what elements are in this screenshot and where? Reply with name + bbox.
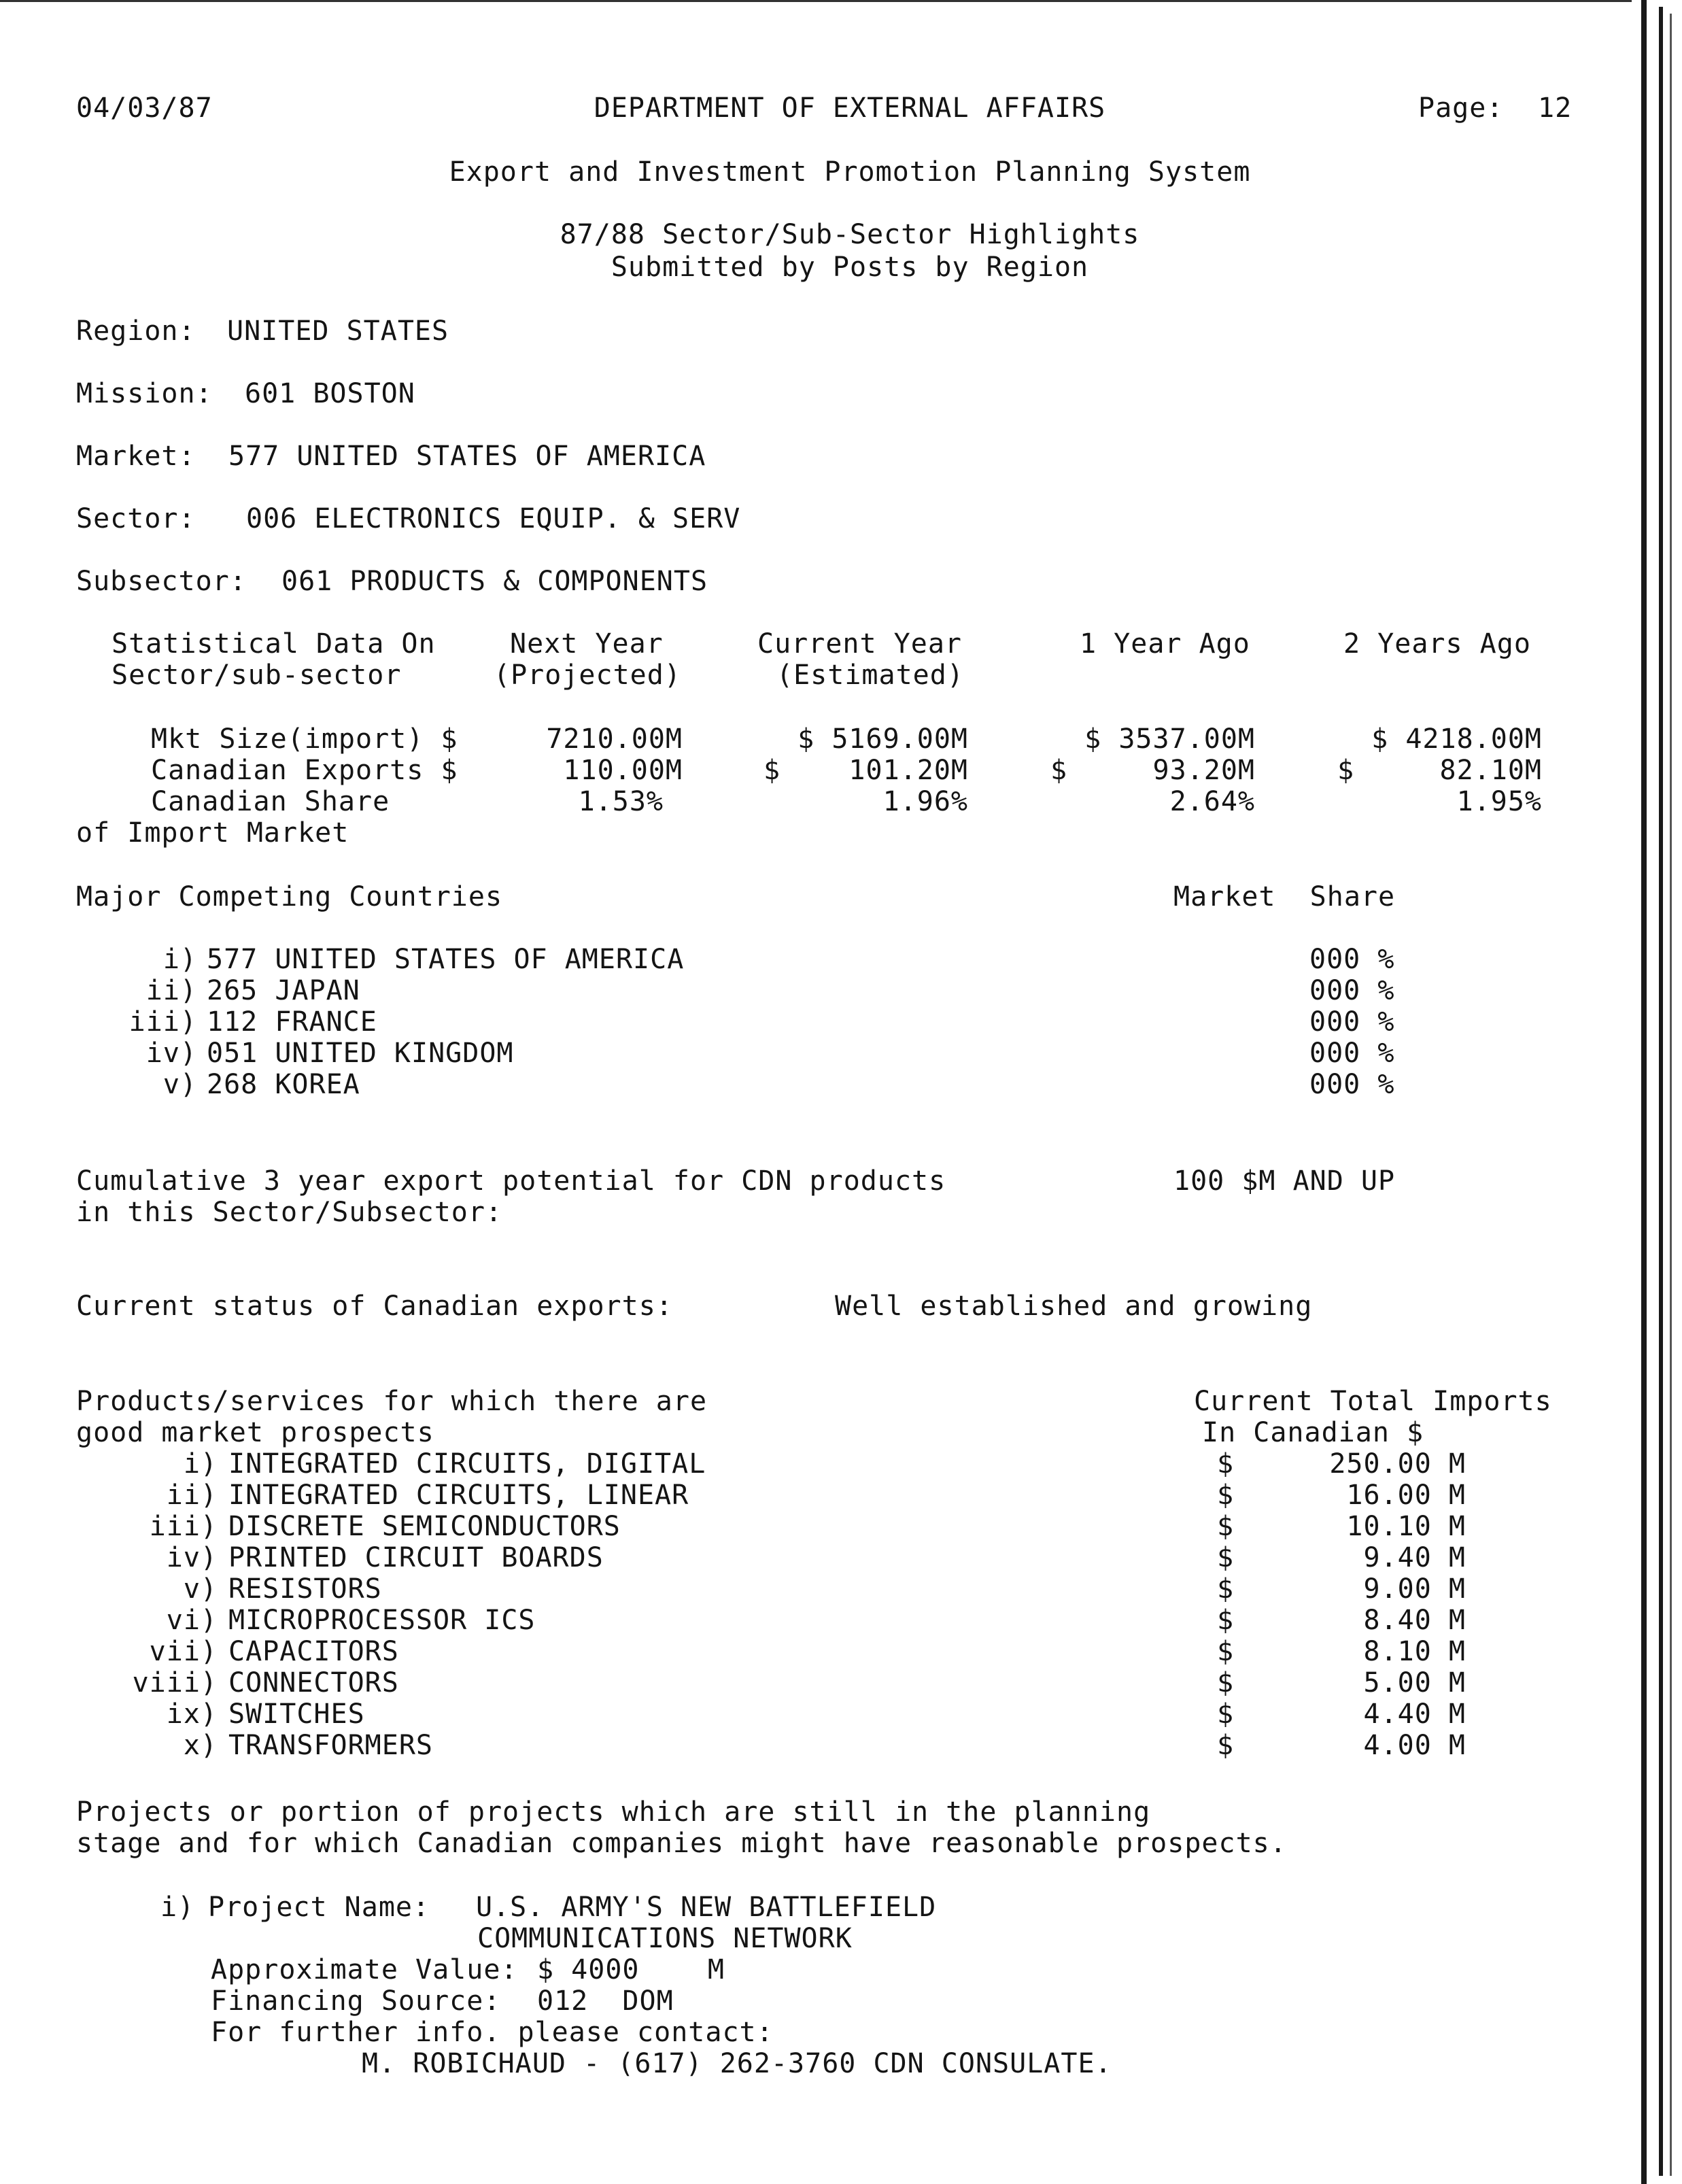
stats-cell: $ 93.20M [1050, 755, 1255, 786]
financing-value: 012 DOM [537, 1985, 674, 2017]
product-name: INTEGRATED CIRCUITS, LINEAR [228, 1480, 689, 1511]
stats-cell: 110.00M [563, 755, 683, 786]
product-value: 250.00 M [1329, 1448, 1466, 1480]
product-currency: $ [1217, 1699, 1235, 1730]
product-name: TRANSFORMERS [228, 1730, 433, 1761]
project-value-label: Approximate Value: [211, 1954, 518, 1985]
imports-heading: Current Total Imports [1194, 1386, 1552, 1417]
contact-label: For further info. please contact: [211, 2017, 774, 2048]
project-number: i) [160, 1892, 195, 1923]
subsector-label: Subsector: [76, 566, 247, 597]
contact-value: M. ROBICHAUD - (617) 262-3760 CDN CONSULATE. [362, 2048, 1112, 2079]
product-value: 9.00 M [1363, 1573, 1466, 1605]
imports-heading: In Canadian $ [1202, 1417, 1424, 1448]
product-name: RESISTORS [228, 1573, 382, 1605]
product-currency: $ [1217, 1573, 1235, 1605]
product-currency: $ [1217, 1667, 1235, 1699]
stats-cell: $ 5169.00M [797, 723, 968, 755]
potential-label: Cumulative 3 year export potential for CDN products [76, 1165, 946, 1197]
stats-share-suffix: of Import Market [76, 817, 349, 849]
stats-cell: $ 82.10M [1337, 755, 1542, 786]
project-name-continued: COMMUNICATIONS NETWORK [477, 1923, 853, 1954]
project-value: $ 4000 M [537, 1954, 725, 1985]
product-number: x) [183, 1730, 218, 1761]
status-value: Well established and growing [835, 1291, 1313, 1322]
report-subtitle: Submitted by Posts by Region [611, 252, 1089, 283]
product-name: DISCRETE SEMICONDUCTORS [228, 1511, 621, 1542]
region-label: Region: [76, 315, 196, 347]
competitor-number: i) [162, 944, 197, 975]
product-number: viii) [132, 1667, 218, 1699]
product-number: i) [183, 1448, 218, 1480]
product-name: PRINTED CIRCUIT BOARDS [228, 1542, 604, 1573]
product-number: ix) [166, 1699, 218, 1730]
product-value: 8.40 M [1363, 1605, 1466, 1636]
sector-label: Sector: [76, 503, 196, 534]
product-currency: $ [1217, 1542, 1235, 1573]
system-title: Export and Investment Promotion Planning System [449, 156, 1251, 188]
market-label: Market: [76, 441, 196, 472]
report-title: 87/88 Sector/Sub-Sector Highlights [560, 219, 1140, 250]
competitor-share: 000 % [1309, 1069, 1395, 1100]
department-name: DEPARTMENT OF EXTERNAL AFFAIRS [594, 92, 1106, 124]
page-number: 12 [1538, 92, 1573, 124]
project-name-label: Project Name: [208, 1892, 430, 1923]
competitor-share: 000 % [1309, 1006, 1395, 1038]
stats-cell: 7210.00M [546, 723, 683, 755]
competitor-number: v) [162, 1069, 197, 1100]
competitor-share: 000 % [1309, 975, 1395, 1006]
stats-cell: 1.96% [882, 786, 968, 817]
stats-cell: $ 4218.00M [1371, 723, 1542, 755]
status-label: Current status of Canadian exports: [76, 1291, 673, 1322]
product-value: 8.10 M [1363, 1636, 1466, 1667]
competitor-name: 268 KOREA [207, 1069, 360, 1100]
product-number: vii) [149, 1636, 218, 1667]
market-share-heading: Market Share [1173, 881, 1396, 912]
stats-row-label: Canadian Share [151, 786, 390, 817]
potential-label: in this Sector/Subsector: [76, 1197, 503, 1228]
competitor-share: 000 % [1309, 1038, 1395, 1069]
product-number: v) [183, 1573, 218, 1605]
stats-column-heading: 1 Year Ago [1080, 628, 1250, 660]
stats-cell: $ 101.20M [763, 755, 968, 786]
product-value: 10.10 M [1346, 1511, 1466, 1542]
mission-label: Mission: [76, 378, 213, 409]
product-number: iv) [166, 1542, 218, 1573]
product-value: 4.00 M [1363, 1730, 1466, 1761]
product-currency: $ [1217, 1605, 1235, 1636]
product-value: 16.00 M [1346, 1480, 1466, 1511]
competitor-number: iv) [145, 1038, 197, 1069]
stats-column-heading: Current Year [757, 628, 962, 660]
page-label: Page: [1418, 92, 1504, 124]
competitor-number: iii) [128, 1006, 197, 1038]
product-currency: $ [1217, 1511, 1235, 1542]
products-heading: Products/services for which there are [76, 1386, 708, 1417]
stats-row-heading: Statistical Data On [111, 628, 436, 660]
stats-cell: 1.53% [578, 786, 664, 817]
competitor-name: 112 FRANCE [207, 1006, 377, 1038]
competitor-number: ii) [145, 975, 197, 1006]
page-edge-line [1670, 14, 1672, 2176]
competitor-name: 051 UNITED KINGDOM [207, 1038, 514, 1069]
projects-intro: Projects or portion of projects which are still in the planning [76, 1796, 1151, 1828]
product-name: MICROPROCESSOR ICS [228, 1605, 536, 1636]
financing-label: Financing Source: [211, 1985, 501, 2017]
product-currency: $ [1217, 1636, 1235, 1667]
report-date: 04/03/87 [76, 92, 213, 124]
product-currency: $ [1217, 1448, 1235, 1480]
product-number: iii) [149, 1511, 218, 1542]
region-value: UNITED STATES [227, 315, 449, 347]
projects-intro: stage and for which Canadian companies might have reasonable prospects. [76, 1828, 1287, 1859]
stats-row-heading: Sector/sub-sector [111, 660, 402, 691]
page-edge-line [1659, 7, 1663, 2176]
stats-row-label: Mkt Size(import) $ [151, 723, 458, 755]
product-value: 5.00 M [1363, 1667, 1466, 1699]
stats-cell: 1.95% [1456, 786, 1542, 817]
stats-cell: $ 3537.00M [1084, 723, 1255, 755]
product-value: 9.40 M [1363, 1542, 1466, 1573]
product-currency: $ [1217, 1730, 1235, 1761]
stats-row-label: Canadian Exports $ [151, 755, 458, 786]
competitor-share: 000 % [1309, 944, 1395, 975]
products-heading: good market prospects [76, 1417, 434, 1448]
sector-value: 006 ELECTRONICS EQUIP. & SERV [246, 503, 741, 534]
stats-column-subheading: (Projected) [494, 660, 681, 691]
page-top-border [0, 0, 1632, 2]
product-name: CAPACITORS [228, 1636, 399, 1667]
project-name: U.S. ARMY'S NEW BATTLEFIELD [476, 1892, 937, 1923]
market-value: 577 UNITED STATES OF AMERICA [228, 441, 706, 472]
stats-column-heading: 2 Years Ago [1343, 628, 1531, 660]
competitors-heading: Major Competing Countries [76, 881, 503, 912]
mission-value: 601 BOSTON [245, 378, 415, 409]
stats-column-heading: Next Year [510, 628, 664, 660]
subsector-value: 061 PRODUCTS & COMPONENTS [281, 566, 708, 597]
stats-column-subheading: (Estimated) [776, 660, 964, 691]
product-name: SWITCHES [228, 1699, 365, 1730]
competitor-name: 577 UNITED STATES OF AMERICA [207, 944, 685, 975]
product-value: 4.40 M [1363, 1699, 1466, 1730]
product-number: ii) [166, 1480, 218, 1511]
page-edge-line [1641, 0, 1647, 2184]
product-currency: $ [1217, 1480, 1235, 1511]
stats-cell: 2.64% [1169, 786, 1255, 817]
product-name: CONNECTORS [228, 1667, 399, 1699]
product-number: vi) [166, 1605, 218, 1636]
potential-value: 100 $M AND UP [1173, 1165, 1396, 1197]
product-name: INTEGRATED CIRCUITS, DIGITAL [228, 1448, 706, 1480]
competitor-name: 265 JAPAN [207, 975, 360, 1006]
